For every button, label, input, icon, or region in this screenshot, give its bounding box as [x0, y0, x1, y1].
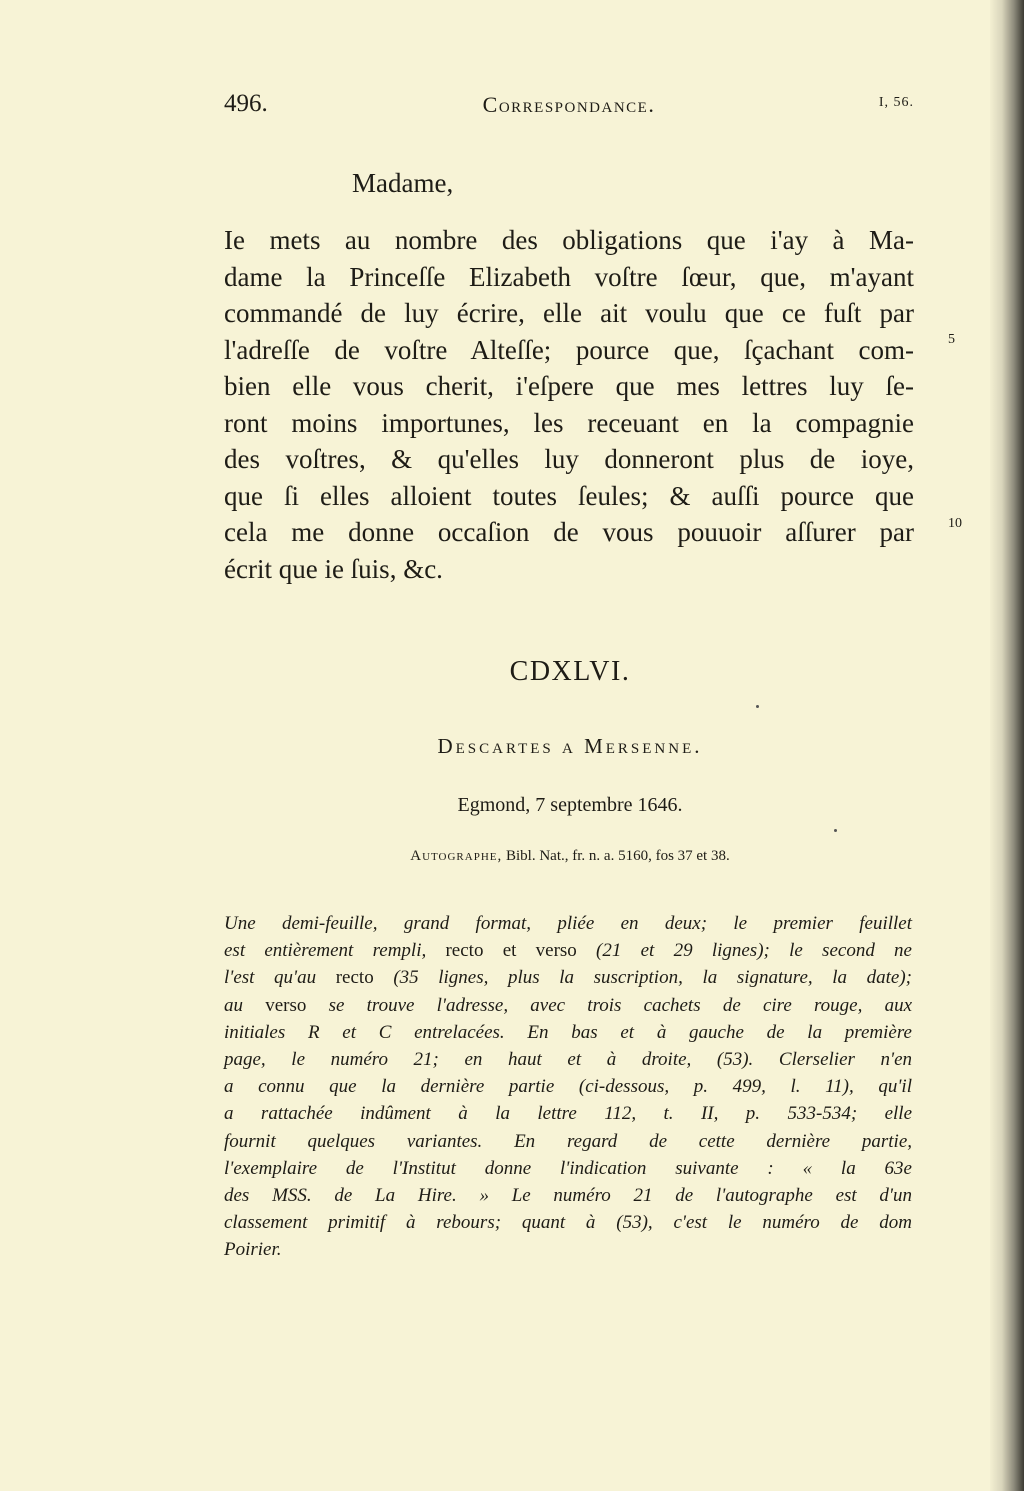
note-fragment: recto: [316, 967, 394, 989]
note-fragment: au: [224, 994, 243, 1016]
note-line: Une demi-feuille, grand format, pliée en deux; le premier feuillet: [224, 913, 912, 934]
letter-salutation: Madame,: [352, 168, 454, 198]
ink-speck: [834, 829, 837, 832]
letter-line: écrit que ie ſuis, &c.: [224, 553, 443, 584]
letter-number-heading: CDXLVI.: [509, 656, 631, 687]
note-line: initiales R et C entrelacées. En bas et à gauche de la première: [224, 1021, 912, 1043]
note-fragment: recto et verso: [426, 940, 597, 962]
letter-line: dame la Princeſſe Elizabeth voſtre ſœur, que, m'ayant: [224, 261, 914, 292]
editorial-notes: [224, 910, 912, 1263]
note-fragment: verso: [243, 994, 329, 1016]
page-number: 496.: [224, 90, 268, 117]
note-fragment: l'est qu'au: [224, 967, 317, 989]
note-line: [224, 937, 912, 964]
ink-speck: [756, 705, 759, 708]
note-line: a connu que la dernière partie (ci-dessous, p. 499, l. 11), qu'il: [224, 1076, 912, 1098]
note-line: a rattachée indûment à la lettre 112, t. II, p. 533-534; elle: [224, 1103, 912, 1125]
source-label: Autographe,: [410, 848, 503, 864]
margin-line-number: 10: [948, 516, 962, 531]
note-line: page, le numéro 21; en haut et à droite, (53). Clerselier n'en: [224, 1048, 912, 1070]
note-line: [224, 964, 912, 991]
page-header: [224, 90, 914, 126]
note-line: classement primitif à rebours; quant à (53), c'est le numéro de dom: [224, 1212, 912, 1234]
volume-reference: I, 56.: [878, 95, 914, 110]
note-line: l'exemplaire de l'Institut donne l'indication suivante : « la 63e: [224, 1157, 912, 1179]
running-title: Correspondance.: [482, 92, 656, 117]
source-reference: [0, 848, 1024, 865]
note-line: fournit quelques variantes. En regard de cette dernière partie,: [224, 1130, 912, 1152]
letter-line: Ie mets au nombre des obligations que i'ay à Ma-: [224, 225, 914, 255]
letter-body: [224, 222, 914, 587]
margin-line-number: 5: [948, 332, 955, 347]
note-line: [224, 992, 912, 1019]
note-fragment: (35 lignes, plus la suscription, la signature, la date);: [393, 967, 912, 989]
source-detail: Bibl. Nat., fr. n. a. 5160, fos 37 et 38.: [502, 848, 730, 864]
letter-line: bien elle vous cherit, i'eſpere que mes lettres luy ſe-: [224, 371, 914, 401]
note-fragment: (21 et 29 lignes); le second ne: [596, 940, 912, 962]
note-line: Poirier.: [224, 1239, 282, 1261]
letter-line: des voſtres, & qu'elles luy donneront plus de ioye,: [224, 444, 914, 474]
letter-line: ront moins importunes, les receuant en la compagnie: [224, 407, 914, 438]
letter-line: cela me donne occaſion de vous pouuoir aſſurer par: [224, 517, 914, 547]
letter-dateline: Egmond, 7 septembre 1646.: [457, 794, 683, 816]
letter-line: l'adreſſe de voſtre Alteſſe; pource que, ſçachant com-: [224, 334, 914, 365]
note-fragment: se trouve l'adresse, avec trois cachets de cire rouge, aux: [328, 994, 913, 1016]
note-line: des MSS. de La Hire. » Le numéro 21 de l'autographe est d'un: [224, 1184, 912, 1206]
letter-line: que ſi elles alloient toutes ſeules; & auſſi pource que: [224, 480, 914, 511]
note-fragment: est entièrement rempli,: [224, 940, 427, 962]
letter-title: Descartes a Mersenne.: [437, 734, 703, 758]
letter-line: commandé de luy écrire, elle ait voulu que ce fuſt par: [224, 298, 914, 328]
